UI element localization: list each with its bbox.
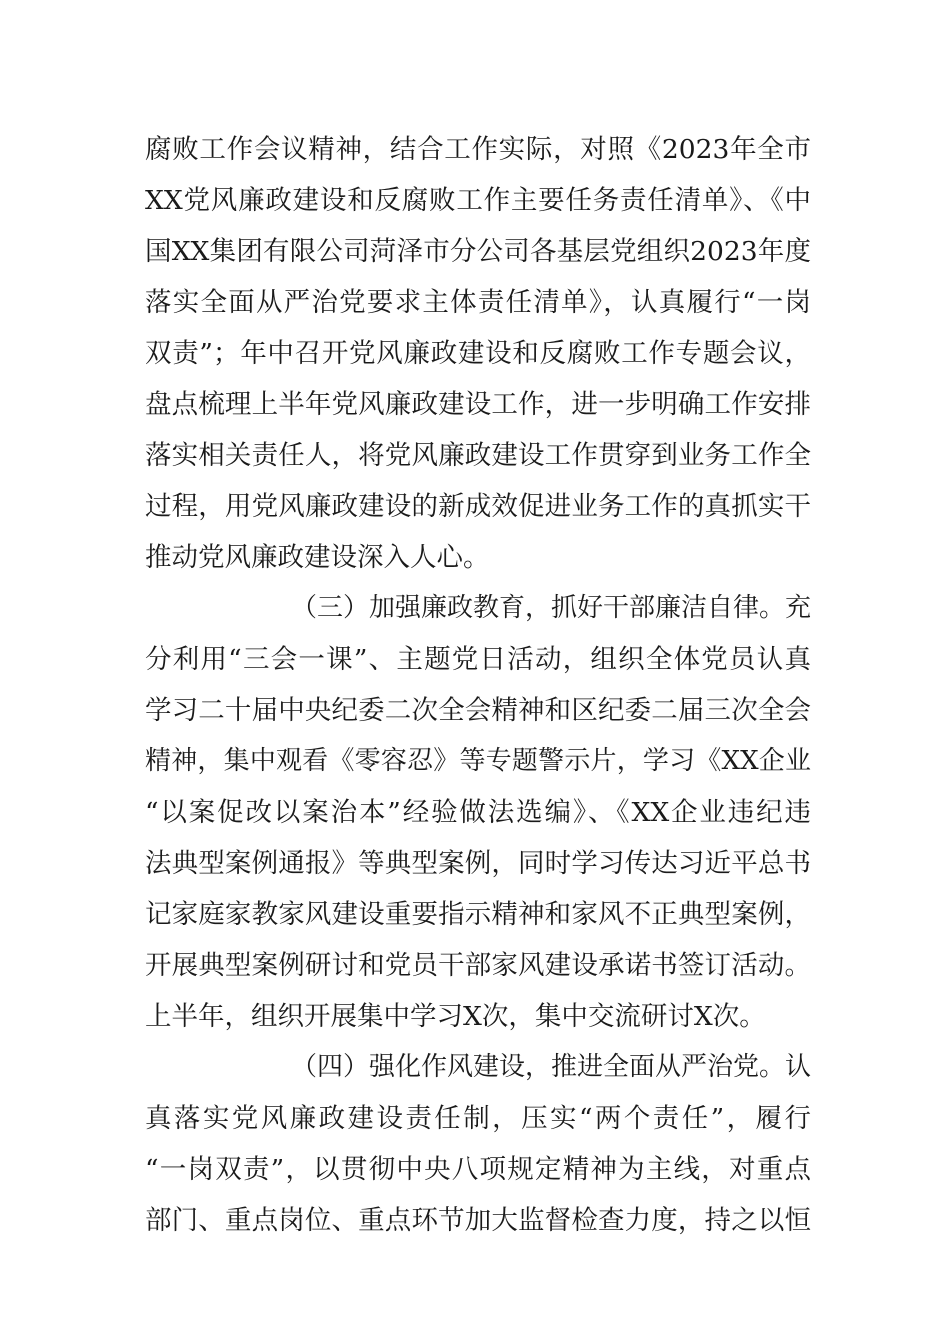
section-heading-line: （三）加强廉政教育，抓好干部廉洁自律。充 — [291, 593, 812, 623]
paragraph-end-line: 上半年，组织开展集中学习X次，集中交流研讨X次。 — [145, 1001, 766, 1032]
section-heading-line: （四）强化作风建设，推进全面从严治党。认 — [291, 1052, 812, 1082]
text-line: 真落实党风廉政建设责任制，压实“两个责任”，履行 — [145, 1103, 811, 1134]
text-line: 腐败工作会议精神，结合工作实际，对照《2023年全市 — [145, 134, 811, 165]
text-line: 落实全面从严治党要求主体责任清单》，认真履行“一岗 — [145, 287, 811, 318]
text-line: 法典型案例通报》等典型案例，同时学习传达习近平总书 — [145, 848, 811, 879]
document-body — [145, 124, 811, 1246]
text-line: 开展典型案例研讨和党员干部家风建设承诺书签订活动。 — [145, 950, 811, 981]
text-line: 盘点梳理上半年党风廉政建设工作，进一步明确工作安排 — [145, 389, 811, 420]
text-line: 学习二十届中央纪委二次全会精神和区纪委二届三次全会 — [145, 695, 811, 726]
text-line: 部门、重点岗位、重点环节加大监督检查力度，持之以恒 — [145, 1205, 811, 1236]
paragraph-end-line: 推动党风廉政建设深入人心。 — [145, 542, 490, 573]
text-line: 国XX集团有限公司菏泽市分公司各基层党组织2023年度 — [145, 236, 811, 267]
text-line: “一岗双责”，以贯彻中央八项规定精神为主线，对重点 — [145, 1154, 811, 1185]
text-line: 双责”；年中召开党风廉政建设和反腐败工作专题会议， — [145, 338, 811, 369]
text-line: “以案促改以案治本”经验做法选编》、《XX企业违纪违 — [145, 797, 811, 828]
text-line: 分利用“三会一课”、主题党日活动，组织全体党员认真 — [145, 644, 811, 675]
text-line: XX党风廉政建设和反腐败工作主要任务责任清单》、《中 — [145, 185, 811, 216]
text-line: 精神，集中观看《零容忍》等专题警示片，学习《XX企业 — [145, 746, 811, 776]
text-line: 落实相关责任人，将党风廉政建设工作贯穿到业务工作全 — [145, 440, 811, 471]
text-line: 记家庭家教家风建设重要指示精神和家风不正典型案例， — [145, 899, 811, 930]
text-line: 过程，用党风廉政建设的新成效促进业务工作的真抓实干 — [145, 491, 811, 522]
